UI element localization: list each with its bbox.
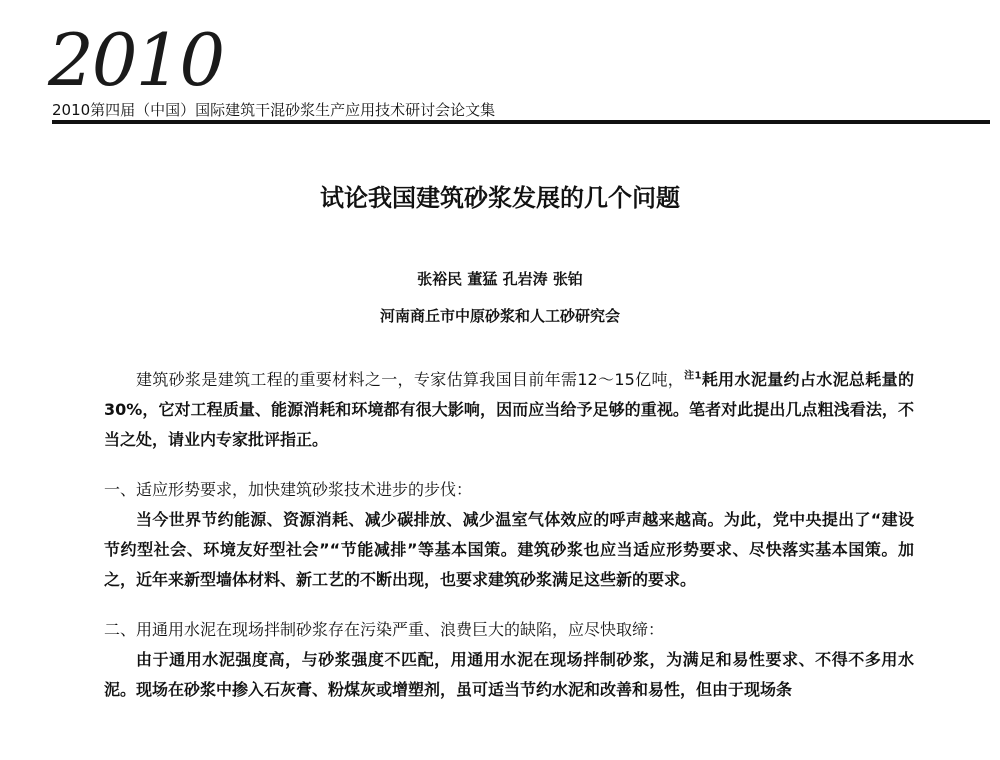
paper-body [104, 365, 914, 705]
section-heading-2: 二、用通用水泥在现场拌制砂浆存在污染严重、浪费巨大的缺陷，应尽快取缔： [104, 620, 665, 639]
footnote-marker: 注1 [684, 370, 702, 382]
intro-paragraph [104, 365, 914, 455]
header-subtitle: 2010第四届（中国）国际建筑干混砂浆生产应用技术研讨会论文集 [52, 101, 496, 119]
section-paragraph-2: 由于通用水泥强度高，与砂浆强度不匹配，用通用水泥在现场拌制砂浆，为满足和易性要求、不得不多用水泥。现场在砂浆中掺入石灰膏、粉煤灰或增塑剂，虽可适当节约水泥和改善和易性，但由于现场条 [104, 650, 914, 699]
intro-text-start: 建筑砂浆是建筑工程的重要材料之一，专家估算我国目前年需12～15亿吨， [136, 370, 685, 389]
paper-authors: 张裕民 董猛 孔岩涛 张铂 [417, 270, 583, 288]
paper-affiliation: 河南商丘市中原砂浆和人工砂研究会 [379, 307, 620, 325]
paper-title: 试论我国建筑砂浆发展的几个问题 [320, 184, 680, 212]
intro-text-end: 耗用水泥量约占水泥总耗量的30%，它对工程质量、能源消耗和环境都有很大影响，因而应当给予足够的重视。笔者对此提出几点粗浅看法，不当之处，请业内专家批评指正。 [104, 370, 914, 449]
header-year: 2010 [48, 18, 224, 102]
section-heading-1: 一、适应形势要求，加快建筑砂浆技术进步的步伐： [104, 480, 473, 499]
header-divider [52, 120, 990, 124]
section-paragraph-1: 当今世界节约能源、资源消耗、减少碳排放、减少温室气体效应的呼声越来越高。为此，党中央提出了“建设节约型社会、环境友好型社会”“节能减排”等基本国策。建筑砂浆也应当适应形势要求、尽快落实基本国策。加之，近年来新型墙体材料、新工艺的不断出现，也要求建筑砂浆满足这些新的要求。 [104, 510, 914, 589]
